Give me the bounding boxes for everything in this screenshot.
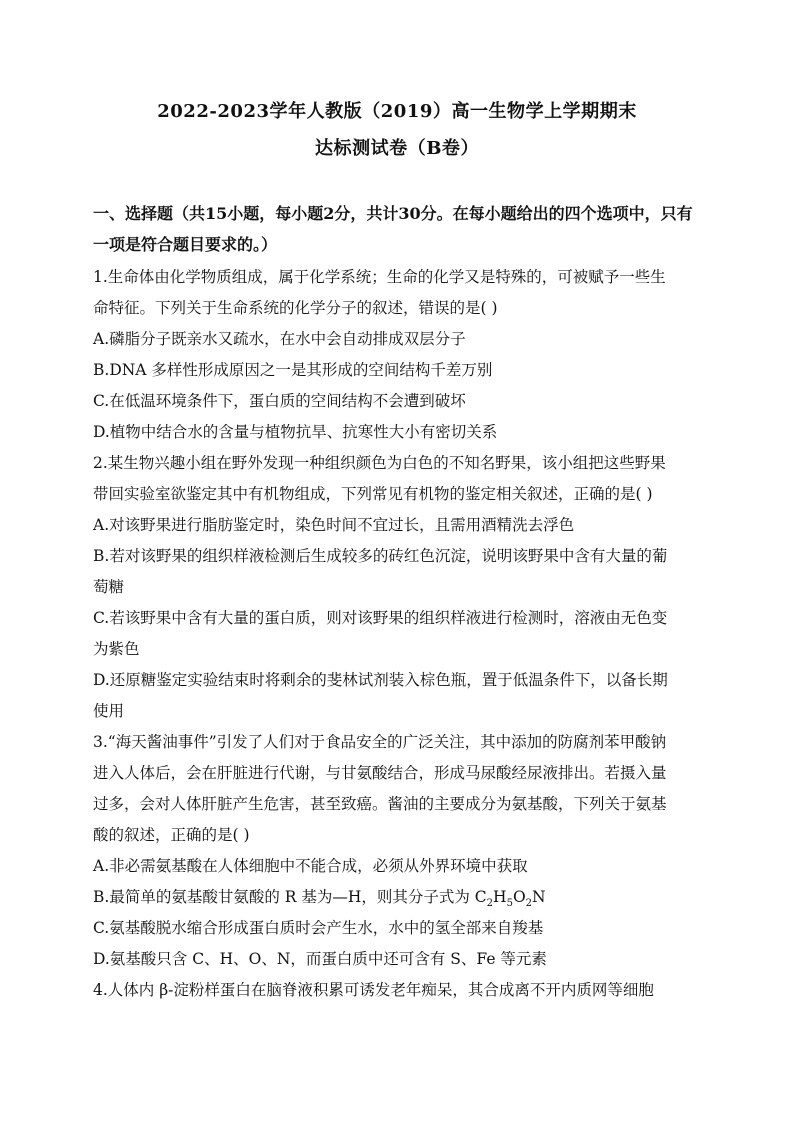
question-3-option-d: D.氨基酸只含 C、H、O、N，而蛋白质中还可含有 S、Fe 等元素 (93, 950, 547, 968)
question-1-stem-line-2: 命特征。下列关于生命系统的化学分子的叙述，错误的是( ) (93, 299, 498, 317)
exam-title-line-2: 达标测试卷（B卷） (315, 138, 479, 159)
question-2-option-d-line-2: 使用 (93, 702, 125, 720)
formula-o: O (512, 888, 526, 906)
exam-title-line-1: 2022-2023学年人教版（2019）高一生物学上学期期末 (157, 101, 637, 122)
question-2-option-d-line-1: D.还原糖鉴定实验结束时将剩余的斐林试剂装入棕色瓶，置于低温条件下，以备长期 (93, 671, 668, 689)
question-2-option-c-line-1: C.若该野果中含有大量的蛋白质，则对该野果的组织样液进行检测时，溶液由无色变 (93, 609, 668, 627)
section-heading-line-2: 一项是符合题目要求的。） (93, 235, 278, 254)
question-1-option-d: D.植物中结合水的含量与植物抗旱、抗寒性大小有密切关系 (93, 423, 498, 441)
question-1-stem-line-1: 1.生命体由化学物质组成，属于化学系统；生命的化学又是特殊的，可被赋予一些生 (93, 268, 666, 286)
question-3-option-b-text: B.最简单的氨基酸甘氨酸的 R 基为—H，则其分子式为 C (93, 888, 487, 906)
question-3-option-c: C.氨基酸脱水缩合形成蛋白质时会产生水，水中的氢全部来自羧基 (93, 919, 544, 937)
question-3-option-b (93, 887, 546, 910)
question-3-stem-line-2: 进入人体后，会在肝脏进行代谢，与甘氨酸结合，形成马尿酸经尿液排出。若摄入量 (93, 764, 667, 782)
question-2-option-a: A.对该野果进行脂肪鉴定时，染色时间不宜过长，且需用酒精洗去浮色 (93, 516, 575, 534)
question-2-stem-line-2: 带回实验室欲鉴定其中有机物组成，下列常见有机物的鉴定相关叙述，正确的是( ) (93, 485, 653, 503)
question-3-option-a: A.非必需氨基酸在人体细胞中不能合成，必须从外界环境中获取 (93, 857, 528, 875)
question-3-stem-line-1: 3.“海天酱油事件”引发了人们对于食品安全的广泛关注，其中添加的防腐剂苯甲酸钠 (93, 733, 667, 751)
question-2-option-c-line-2: 为紫色 (93, 640, 140, 658)
question-4-stem-line-1: 4.人体内 β-淀粉样蛋白在脑脊液积累可诱发老年痴呆，其合成离不开内质网等细胞 (93, 981, 654, 999)
question-1-option-c: C.在低温环境条件下，蛋白质的空间结构不会遭到破坏 (93, 392, 466, 410)
question-3-stem-line-3: 过多，会对人体肝脏产生危害，甚至致癌。酱油的主要成分为氨基酸，下列关于氨基 (93, 795, 667, 813)
question-2-option-b-line-1: B.若对该野果的组织样液检测后生成较多的砖红色沉淀，说明该野果中含有大量的葡 (93, 547, 668, 565)
question-2-option-b-line-2: 萄糖 (93, 578, 125, 596)
question-1-option-a: A.磷脂分子既亲水又疏水，在水中会自动排成双层分子 (93, 330, 466, 348)
question-1-option-b: B.DNA 多样性形成原因之一是其形成的空间结构千差万别 (93, 361, 493, 379)
formula-o-subscript: 2 (525, 898, 533, 910)
question-3-stem-line-4: 酸的叙述，正确的是( ) (93, 826, 250, 844)
formula-h-subscript: 5 (506, 898, 513, 910)
formula-h: H (493, 888, 507, 906)
formula-n: N (532, 888, 546, 906)
question-2-stem-line-1: 2.某生物兴趣小组在野外发现一种组织颜色为白色的不知名野果，该小组把这些野果 (93, 454, 666, 472)
formula-c-subscript: 2 (486, 898, 494, 910)
section-heading-line-1: 一、选择题（共15小题，每小题2分，共计30分。在每小题给出的四个选项中，只有 (93, 204, 693, 223)
